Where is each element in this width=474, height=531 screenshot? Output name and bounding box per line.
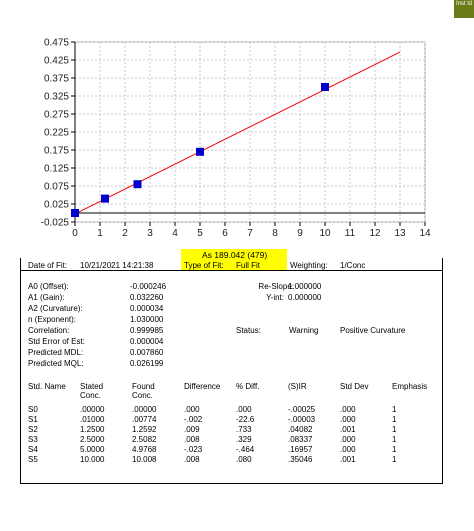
table-cell: .733	[236, 425, 252, 434]
table-cell: 2.5082	[132, 435, 157, 444]
table-header: Emphasis	[392, 382, 428, 391]
table-header: Std. Name	[28, 382, 66, 391]
x-tick-label: 5	[197, 228, 203, 239]
x-tick-label: 11	[344, 228, 356, 239]
table-cell: .080	[236, 455, 252, 464]
table-header: % Diff.	[236, 382, 260, 391]
y-tick-label: 0.125	[43, 163, 69, 175]
data-point	[321, 83, 329, 91]
x-tick-label: 8	[272, 228, 278, 239]
y-tick-label: 0.225	[43, 127, 69, 139]
table-cell: S3	[28, 435, 38, 444]
y-tick-label: 0.325	[43, 91, 69, 103]
date-label: Date of Fit:	[28, 261, 68, 270]
y-tick-labels	[41, 38, 70, 229]
y-tick-label: 0.425	[43, 55, 69, 67]
y-tick-label: 0.025	[43, 199, 69, 211]
table-cell: .35046	[288, 455, 313, 464]
data-point	[196, 148, 204, 156]
stat-value: -0.000246	[130, 282, 167, 291]
table-cell: S1	[28, 415, 38, 424]
table-cell: -.023	[184, 445, 203, 454]
table-cell: .00000	[132, 405, 157, 414]
x-tick-label: 3	[147, 228, 153, 239]
table-cell: S2	[28, 425, 38, 434]
table-cell: 10.008	[132, 455, 157, 464]
date-value: 10/21/2021 14:21:38	[80, 261, 154, 270]
table-cell: 1	[392, 435, 397, 444]
x-tick-label: 12	[369, 228, 381, 239]
yint-value: 0.000000	[288, 293, 322, 302]
x-tick-label: 1	[97, 228, 103, 239]
table-cell: .008	[184, 435, 200, 444]
table-cell: .000	[184, 405, 200, 414]
stat-value: 0.000004	[130, 337, 164, 346]
weighting-value: 1/Conc	[340, 261, 366, 270]
table-cell: .08337	[288, 435, 313, 444]
table-cell: -.00025	[288, 405, 316, 414]
table-header: Difference	[184, 382, 221, 391]
instrument-badge: Inst ld	[454, 0, 474, 18]
frame-right	[442, 258, 443, 483]
stat-label: Std Error of Est:	[28, 337, 85, 346]
table-cell: 1.2500	[80, 425, 105, 434]
y-tick-label: 0.275	[43, 109, 69, 121]
table-cell: .16957	[288, 445, 313, 454]
table-cell: .000	[340, 435, 356, 444]
table-cell: .00000	[80, 405, 105, 414]
calibration-chart	[0, 0, 474, 250]
table-cell: 1	[392, 415, 397, 424]
x-tick-label: 7	[247, 228, 253, 239]
x-tick-label: 9	[297, 228, 303, 239]
x-tick-labels	[72, 228, 431, 239]
table-cell: .000	[340, 405, 356, 414]
table-cell: .008	[184, 455, 200, 464]
frame-left	[20, 258, 21, 483]
stat-label: A0 (Offset):	[28, 282, 69, 291]
table-cell: .04082	[288, 425, 313, 434]
stat-value: 0.007860	[130, 348, 164, 357]
stat-value: 0.999985	[130, 326, 164, 335]
table-cell: -.002	[184, 415, 203, 424]
weighting-label: Weighting:	[290, 261, 328, 270]
x-tick-label: 0	[72, 228, 78, 239]
x-tick-label: 13	[394, 228, 406, 239]
stat-label: Correlation:	[28, 326, 70, 335]
stat-label: n (Exponent):	[28, 315, 77, 324]
table-cell: 1	[392, 405, 397, 414]
y-tick-label: -0.025	[40, 217, 69, 229]
data-point	[101, 195, 109, 203]
table-cell: S5	[28, 455, 38, 464]
table-cell: .001	[340, 425, 356, 434]
reslope-value: 1.000000	[288, 282, 322, 291]
table-cell: .000	[340, 445, 356, 454]
status-value: Warning	[289, 326, 319, 335]
reslope-label: Re-Slope:	[258, 282, 294, 291]
x-tick-label: 6	[222, 228, 228, 239]
table-cell: .001	[340, 455, 356, 464]
table-cell: .000	[340, 415, 356, 424]
status-note: Positive Curvature	[340, 326, 406, 335]
table-cell: .329	[236, 435, 252, 444]
table-header-sub: Conc.	[80, 391, 101, 400]
stat-value: 0.000034	[130, 304, 164, 313]
yint-label: Y-int:	[266, 293, 284, 302]
table-cell: S0	[28, 405, 38, 414]
data-point	[71, 209, 79, 217]
x-tick-label: 4	[172, 228, 178, 239]
y-tick-label: 0.475	[43, 37, 69, 49]
stat-value: 0.032260	[130, 293, 164, 302]
y-tick-label: 0.375	[43, 73, 69, 85]
table-cell: 1	[392, 445, 397, 454]
y-tick-label: 0.175	[43, 145, 69, 157]
table-cell: .00774	[132, 415, 157, 424]
table-cell: .01000	[80, 415, 105, 424]
stat-label: A2 (Curvature):	[28, 304, 83, 313]
x-tick-label: 10	[319, 228, 331, 239]
element-label: As 189.042 (479)	[202, 250, 268, 260]
y-tick-label: 0.075	[43, 181, 69, 193]
x-tick-label: 2	[122, 228, 128, 239]
table-cell: -.464	[236, 445, 255, 454]
fit-type-value: Full Fit	[236, 261, 260, 270]
table-cell: S4	[28, 445, 38, 454]
table-cell: -22.6	[236, 415, 255, 424]
stat-label: Predicted MDL:	[28, 348, 84, 357]
table-cell: .009	[184, 425, 200, 434]
table-cell: 2.5000	[80, 435, 105, 444]
table-header: Std Dev	[340, 382, 369, 391]
table-cell: -.00003	[288, 415, 316, 424]
table-cell: 1.2592	[132, 425, 157, 434]
table-cell: 10.000	[80, 455, 105, 464]
x-tick-label: 14	[419, 228, 431, 239]
fit-type-label: Type of Fit:	[184, 261, 224, 270]
frame-bottom	[20, 483, 443, 484]
stat-label: A1 (Gain):	[28, 293, 65, 302]
stat-label: Predicted MQL:	[28, 359, 84, 368]
table-cell: 5.0000	[80, 445, 105, 454]
table-cell: .000	[236, 405, 252, 414]
status-label: Status:	[236, 326, 261, 335]
table-cell: 4.9768	[132, 445, 157, 454]
table-cell: 1	[392, 455, 397, 464]
stat-value: 1.030000	[130, 315, 164, 324]
table-cell: 1	[392, 425, 397, 434]
stat-value: 0.026199	[130, 359, 164, 368]
table-header: (S)IR	[288, 382, 307, 391]
table-header-sub: Conc.	[132, 391, 153, 400]
table-header: Found	[132, 382, 155, 391]
header-divider	[20, 270, 443, 271]
table-header: Stated	[80, 382, 104, 391]
data-point	[134, 180, 142, 188]
